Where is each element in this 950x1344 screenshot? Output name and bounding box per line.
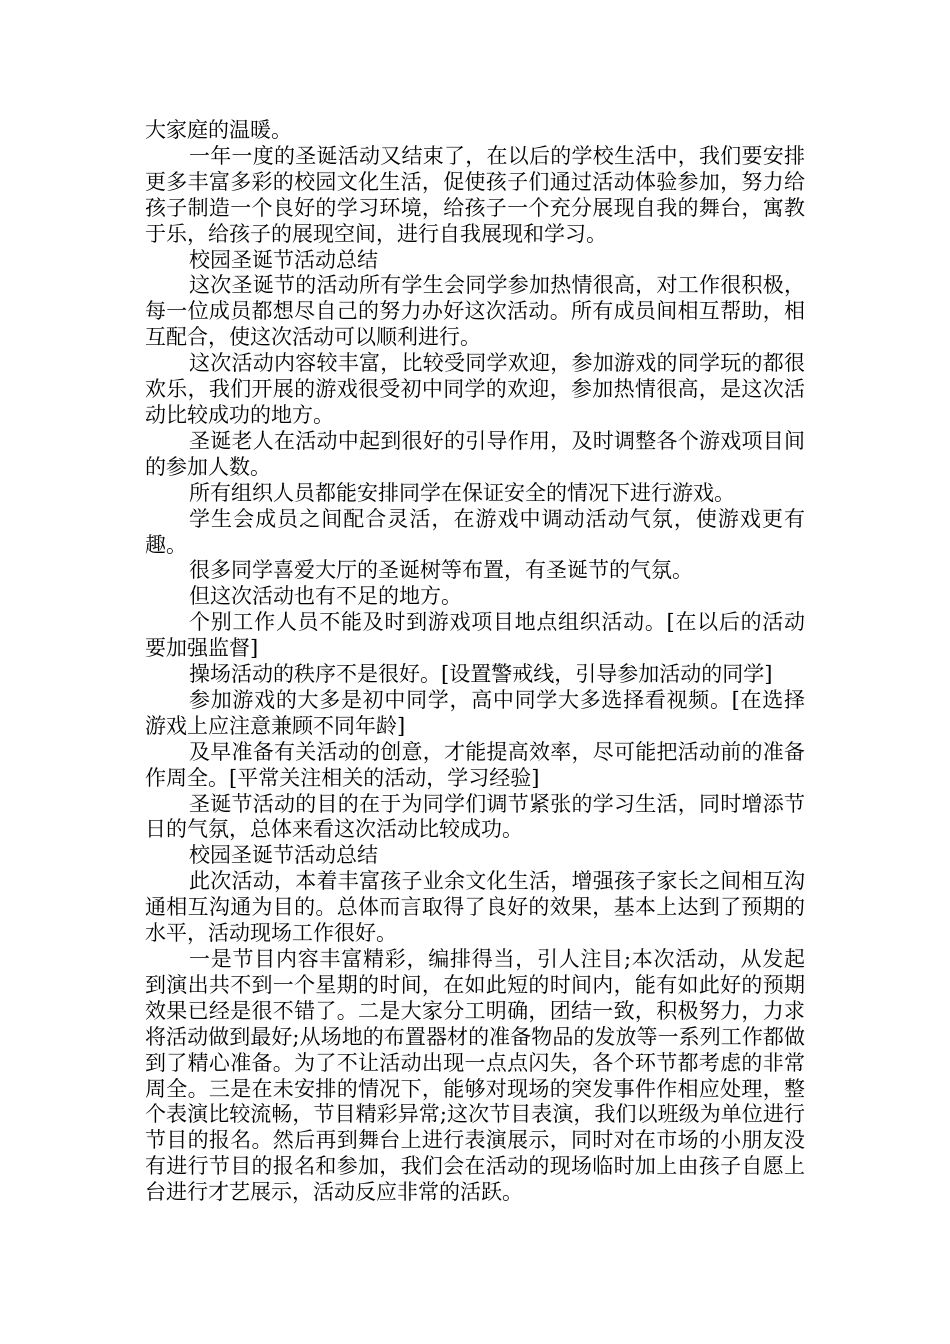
- paragraph: 一是节目内容丰富精彩，编排得当，引人注目;本次活动，从发起到演出共不到一个星期的时间，在如此短的时间内，能有如此好的预期效果已经是很不错了。二是大家分工明确，团结一致，积极努力，力求将活动做到最好;从场地的布置器材的准备物品的发放等一系列工作都做到了精心准备。为了不让活动出现一点点闪失，各个环节都考虑的非常周全。三是在未安排的情况下，能够对现场的突发事件作相应处理，整个表演比较流畅，节目精彩异常;这次节目表演，我们以班级为单位进行节目的报名。然后再到舞台上进行表演展示，同时对在市场的小朋友没有进行节目的报名和参加，我们会在活动的现场临时加上由孩子自愿上台进行才艺展示，活动反应非常的活跃。: [145, 947, 805, 1205]
- paragraph: 但这次活动也有不足的地方。: [189, 584, 462, 609]
- paragraph: 一年一度的圣诞活动又结束了，在以后的学校生活中，我们要安排更多丰富多彩的校园文化生活，促使孩子们通过活动体验参加，努力给孩子制造一个良好的学习环境，给孩子一个充分展现自我的舞台，寓教于乐，给孩子的展现空间，进行自我展现和学习。: [145, 143, 805, 246]
- paragraph: 操场活动的秩序不是很好。[设置警戒线，引导参加活动的同学]: [189, 662, 773, 687]
- document-body: [145, 118, 805, 1206]
- paragraph: 这次活动内容较丰富，比较受同学欢迎，参加游戏的同学玩的都很欢乐，我们开展的游戏很受初中同学的欢迎，参加热情很高，是这次活动比较成功的地方。: [145, 351, 805, 427]
- paragraph: 大家庭的温暖。: [145, 118, 292, 142]
- paragraph: 个别工作人员不能及时到游戏项目地点组织活动。[在以后的活动要加强监督]: [145, 610, 805, 661]
- section-heading: 校园圣诞节活动总结: [189, 247, 378, 272]
- paragraph: 此次活动，本着丰富孩子业余文化生活，增强孩子家长之间相互沟通相互沟通为目的。总体而言取得了良好的效果，基本上达到了预期的水平，活动现场工作很好。: [145, 869, 805, 946]
- paragraph: 所有组织人员都能安排同学在保证安全的情况下进行游戏。: [189, 480, 735, 505]
- paragraph: 圣诞节活动的目的在于为同学们调节紧张的学习生活，同时增添节日的气氛，总体来看这次活动比较成功。: [145, 791, 805, 842]
- paragraph: 参加游戏的大多是初中同学，高中同学大多选择看视频。[在选择游戏上应注意兼顾不同年龄]: [145, 687, 805, 738]
- paragraph: 这次圣诞节的活动所有学生会同学参加热情很高，对工作很积极，每一位成员都想尽自己的努力办好这次活动。所有成员间相互帮助，相互配合，使这次活动可以顺利进行。: [145, 273, 805, 350]
- paragraph: 圣诞老人在活动中起到很好的引导作用，及时调整各个游戏项目间的参加人数。: [145, 428, 805, 479]
- paragraph: 很多同学喜爱大厅的圣诞树等布置，有圣诞节的气氛。: [189, 558, 693, 583]
- section-heading: 校园圣诞节活动总结: [189, 843, 378, 868]
- paragraph: 及早准备有关活动的创意，才能提高效率，尽可能把活动前的准备作周全。[平常关注相关的活动，学习经验]: [145, 739, 805, 790]
- paragraph: 学生会成员之间配合灵活，在游戏中调动活动气氛，使游戏更有趣。: [145, 506, 805, 557]
